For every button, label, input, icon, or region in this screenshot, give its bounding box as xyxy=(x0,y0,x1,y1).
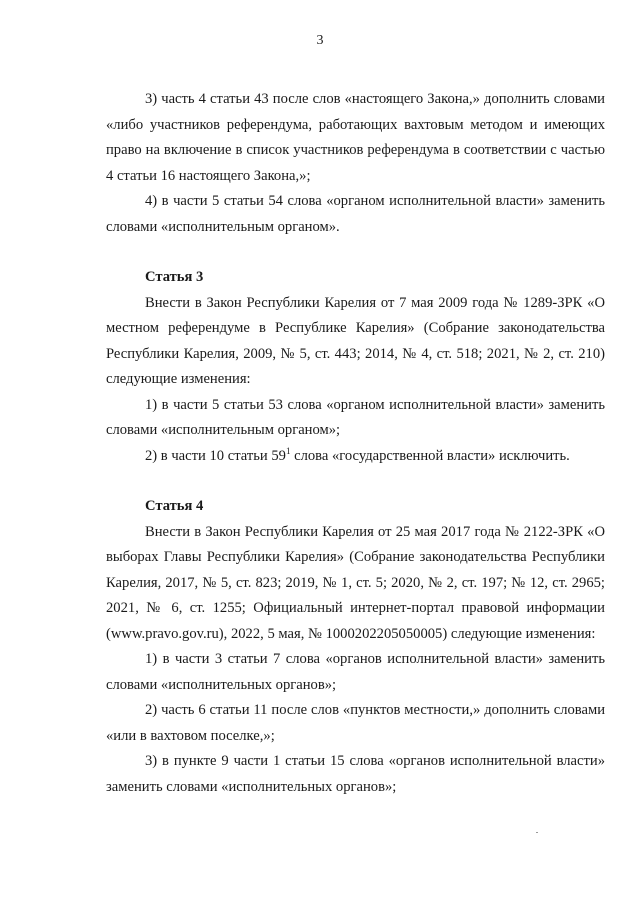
article-4-item-3: 3) в пункте 9 части 1 статьи 15 слова «органов исполнительной власти» заменить словами «исполнительных органов»; xyxy=(106,753,605,795)
article-4-item-2: 2) часть 6 статьи 11 после слов «пунктов местности,» дополнить словами «или в вахтовом поселке,»; xyxy=(106,702,605,744)
document-body xyxy=(106,87,605,800)
article-3-item-2-part-b: слова «государственной власти» исключить. xyxy=(290,447,570,464)
article-4-heading: Статья 4 xyxy=(145,498,204,514)
article-3-heading: Статья 3 xyxy=(145,269,204,285)
page-number: 3 xyxy=(316,33,324,48)
spacer xyxy=(106,469,605,494)
article-3-item-1: 1) в части 5 статьи 53 слова «органом исполнительной власти» заменить словами «исполнительным органом»; xyxy=(106,396,605,438)
scan-speck xyxy=(536,832,538,833)
article-4-item-1: 1) в части 3 статьи 7 слова «органов исполнительной власти» заменить словами «исполнительных органов»; xyxy=(106,651,605,693)
spacer xyxy=(106,240,605,265)
article-4-intro: Внести в Закон Республики Карелия от 25 мая 2017 года № 2122-ЗРК «О выборах Главы Республики Карелия» (Собрание законодательства Республики Карелия, 2017, № 5, ст. 823; 2019, № 1, ст. 5; 2020, № 2, ст. 197; № 12, ст. 2965; 2021, № 6, ст. 1255; Официальный интернет-портал правовой информации (www.pravo.gov.ru), 2022, 5 мая, № 1000202205050005) следующие изменения: xyxy=(106,523,605,642)
paragraph-item-3: 3) часть 4 статьи 43 после слов «настоящего Закона,» дополнить словами «либо участников референдума, работающих вахтовым методом и имеющих право на включение в список участников референдума в соответствии с частью 4 статьи 16 настоящего Закона,»; xyxy=(106,91,605,184)
article-3-item-2-part-a: 2) в части 10 статьи 59 xyxy=(145,447,286,464)
article-3-intro: Внести в Закон Республики Карелия от 7 мая 2009 года № 1289-ЗРК «О местном референдуме в Республике Карелия» (Собрание законодательства Республики Карелия, 2009, № 5, ст. 443; 2014, № 4, ст. 518; 2021, № 2, ст. 210) следующие изменения: xyxy=(106,294,605,387)
paragraph-item-4: 4) в части 5 статьи 54 слова «органом исполнительной власти» заменить словами «исполнительным органом». xyxy=(106,193,605,235)
article-3-item-2-superscript: 1 xyxy=(285,445,291,456)
article-3-item-2 xyxy=(106,444,605,470)
